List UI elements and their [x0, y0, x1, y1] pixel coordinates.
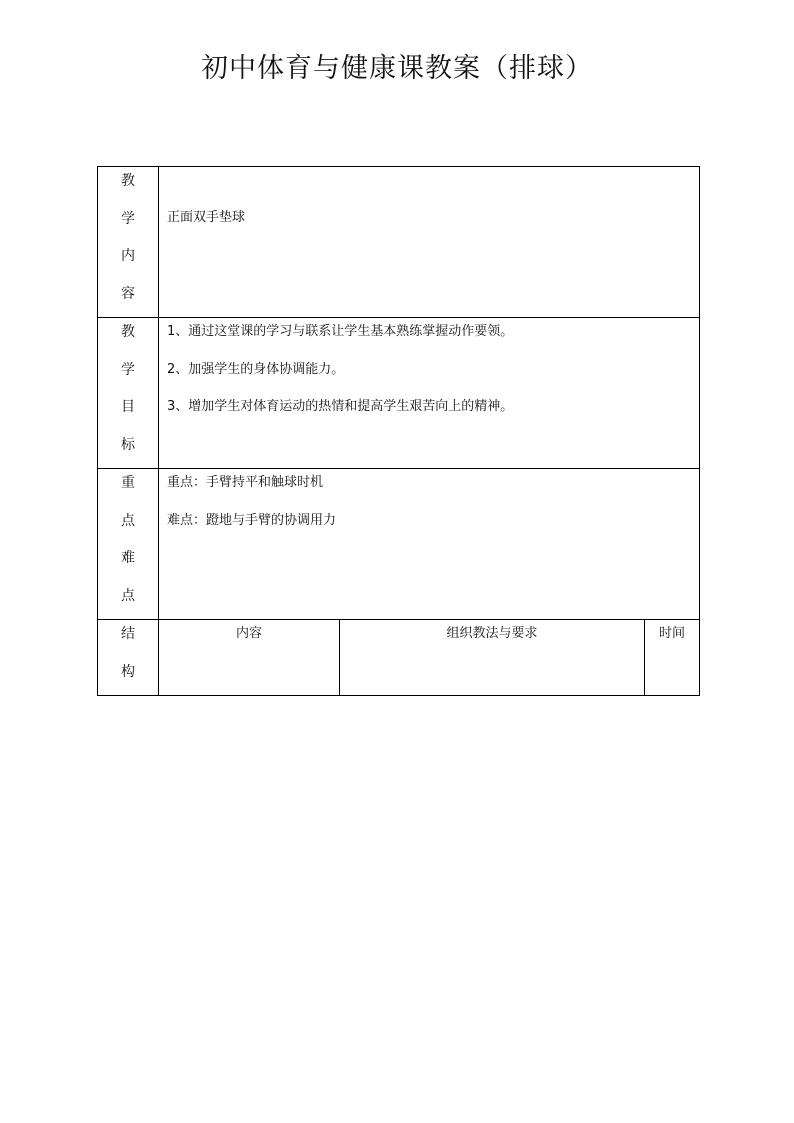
structure-header-method: 组织教法与要求 [340, 620, 645, 696]
lesson-plan-table [97, 166, 700, 696]
key-points-row [98, 469, 700, 620]
structure-label [98, 620, 159, 696]
key-points-cell [159, 469, 700, 620]
teaching-objectives-row [98, 318, 700, 469]
label-char: 内 [121, 248, 135, 264]
structure-header-time: 时间 [645, 620, 700, 696]
label-char: 结 [121, 626, 135, 642]
objective-item: 1、通过这堂课的学习与联系让学生基本熟练掌握动作要领。 [167, 324, 514, 339]
key-point-text: 重点：手臂持平和触球时机 [167, 475, 324, 490]
teaching-objectives-label [98, 318, 159, 469]
label-char: 点 [121, 512, 135, 529]
structure-header-content: 内容 [159, 620, 340, 696]
teaching-content-label [98, 167, 159, 318]
document-title: 初中体育与健康课教案（排球） [201, 53, 593, 84]
label-char: 容 [121, 285, 135, 302]
teaching-content-text: 正面双手垫球 [167, 210, 246, 225]
label-char: 构 [121, 663, 135, 680]
key-points-label [98, 469, 159, 620]
label-char: 重 [121, 475, 135, 491]
objective-item: 2、加强学生的身体协调能力。 [167, 361, 345, 377]
objective-item: 3、增加学生对体育运动的热情和提高学生艰苦向上的精神。 [167, 399, 514, 414]
label-char: 标 [121, 436, 135, 453]
difficult-point-text: 难点：蹬地与手臂的协调用力 [167, 512, 337, 528]
label-char: 目 [121, 399, 135, 415]
label-char: 教 [121, 173, 135, 189]
label-char: 难 [121, 550, 135, 566]
teaching-content-row [98, 167, 700, 318]
label-char: 教 [121, 324, 135, 340]
label-char: 学 [121, 361, 135, 378]
label-char: 点 [121, 587, 135, 604]
label-char: 学 [121, 210, 135, 227]
teaching-content-cell [159, 167, 700, 318]
structure-row [98, 620, 700, 696]
teaching-objectives-cell [159, 318, 700, 469]
